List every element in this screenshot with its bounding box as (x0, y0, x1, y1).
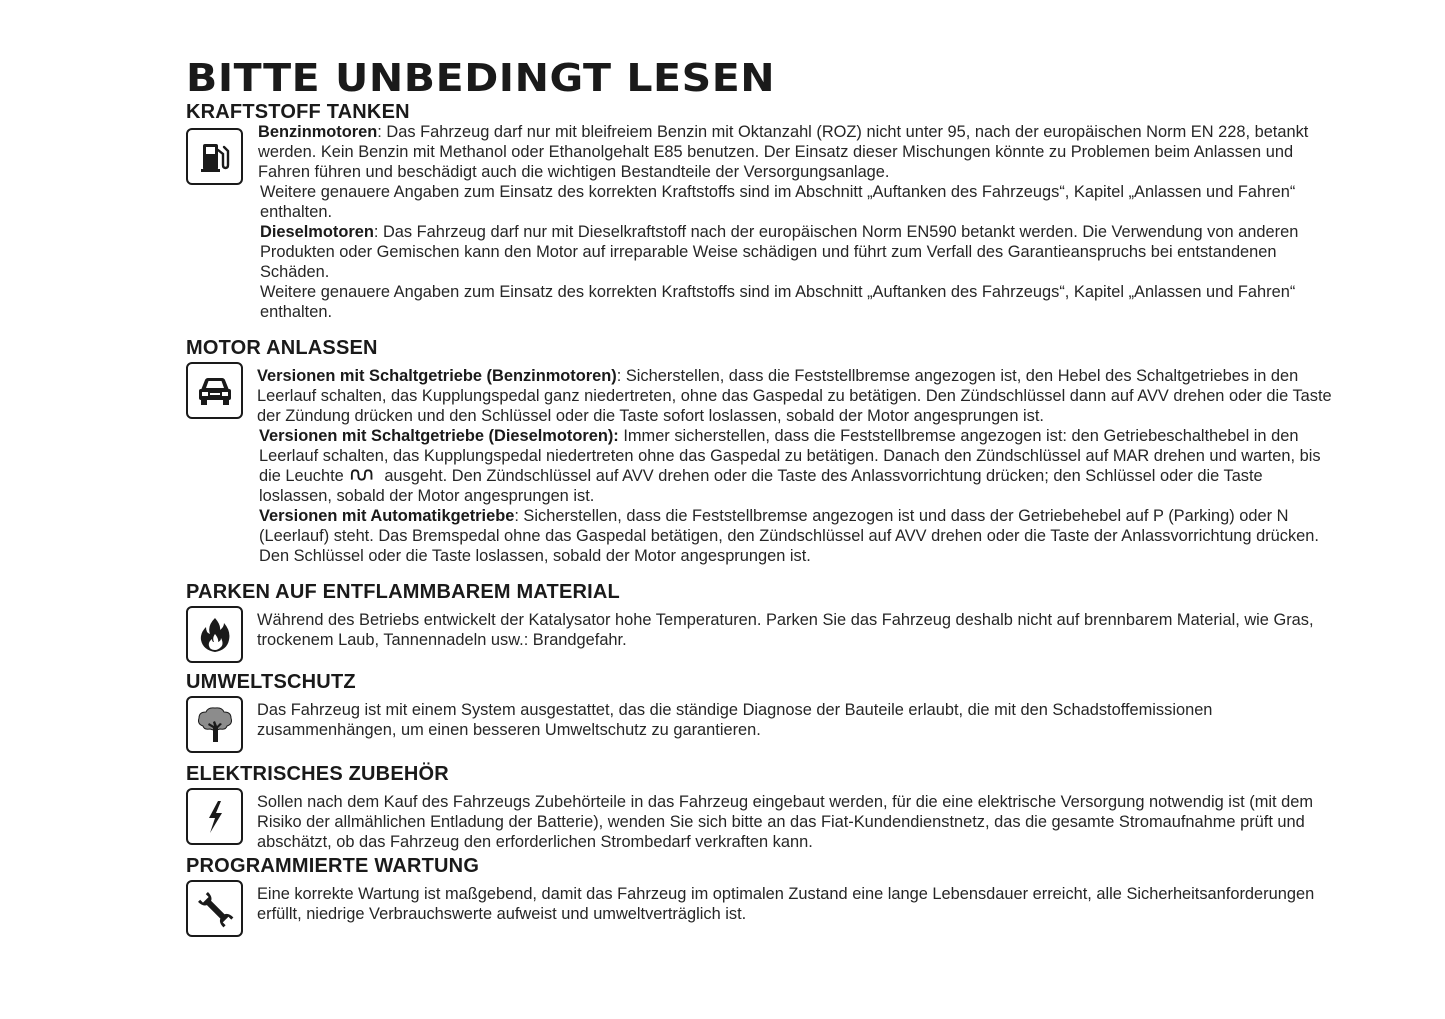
paragraph: Versionen mit Schaltgetriebe (Dieselmotoren): Immer sicherstellen, dass die Feststellbremse angezogen ist: den Getriebeschalthebel in den Leerlauf schalten, das Kupplungspedal niedertreten ohne das Gaspedal zu betätigen. Danach den Zündschlüssel auf MAR drehen und warten, bis die Leuchte ausgeht. Den Zündschlüssel auf AVV drehen oder die Taste des Anlassvorrichtung drücken; den Schlüssel oder die Taste loslassen, sobald der Motor angesprungen ist. (259, 427, 1321, 505)
paragraph: Weitere genauere Angaben zum Einsatz des korrekten Kraftstoffs sind im Abschnitt „Auftanken des Fahrzeugs“, Kapitel „Anlassen und Fahren“ enthalten. (260, 283, 1296, 321)
tree-icon (186, 696, 243, 753)
fuel-pump-icon (186, 128, 243, 185)
paragraph: Dieselmotoren: Das Fahrzeug darf nur mit Dieselkraftstoff nach der europäischen Norm EN590 betankt werden. Die Verwendung von anderen Produkten oder Gemischen kann den Motor auf irreparable Weise schädigen und führt zum Verfall des Garantieanspruchs bei entstandenen Schäden. (260, 223, 1299, 281)
paragraph: Weitere genauere Angaben zum Einsatz des korrekten Kraftstoffs sind im Abschnitt „Auftanken des Fahrzeugs“, Kapitel „Anlassen und Fahren“ enthalten. (260, 183, 1296, 221)
paragraph: Sollen nach dem Kauf des Fahrzeugs Zubehörteile in das Fahrzeug eingebaut werden, für die eine elektrische Versorgung notwendig ist (mit dem Risiko der allmählichen Entladung der Batterie), wenden Sie sich bitte an das Fiat-Kundendienstnetz, das die gesamte Stromaufnahme prüft und abschätzt, ob das Fahrzeug den erforderlichen Strombedarf verkraften kann. (257, 793, 1313, 851)
lightning-icon (186, 788, 243, 845)
paragraph: Eine korrekte Wartung ist maßgebend, damit das Fahrzeug im optimalen Zustand eine lange Lebensdauer erreicht, alle Sicherheitsanforderungen erfüllt, niedrige Verbrauchswerte aufweist und umweltverträglich ist. (257, 885, 1315, 923)
car-front-icon (186, 362, 243, 419)
heading-parken: PARKEN AUF ENTFLAMMBAREM MATERIAL (186, 581, 620, 603)
heading-kraftstoff-tanken: KRAFTSTOFF TANKEN (186, 101, 410, 123)
heading-umweltschutz: UMWELTSCHUTZ (186, 671, 356, 693)
paragraph: Versionen mit Automatikgetriebe: Sicherstellen, dass die Feststellbremse angezogen ist und dass der Getriebehebel auf P (Parking) oder N (Leerlauf) steht. Das Bremspedal ohne das Gaspedal betätigen, den Zündschlüssel auf AVV drehen oder die Taste der Anlassvorrichtung drücken. Den Schlüssel oder die Taste loslassen, sobald der Motor angesprungen ist. (259, 507, 1319, 565)
wrench-icon (186, 880, 243, 937)
heading-elektrisches-zubehoer: ELEKTRISCHES ZUBEHÖR (186, 763, 449, 785)
page-title: BITTE UNBEDINGT LESEN (186, 56, 776, 100)
paragraph: Während des Betriebs entwickelt der Katalysator hohe Temperaturen. Parken Sie das Fahrzeug deshalb nicht auf brennbarem Material, wie Gras, trockenem Laub, Tannennadeln usw.: Brandgefahr. (257, 611, 1314, 649)
glow-plug-icon (350, 468, 378, 482)
heading-programmierte-wartung: PROGRAMMIERTE WARTUNG (186, 855, 480, 877)
flame-icon (186, 606, 243, 663)
paragraph: Das Fahrzeug ist mit einem System ausgestattet, das die ständige Diagnose der Bauteile erlaubt, die mit den Schadstoffemissionen zusammenhängen, um einen besseren Umweltschutz zu garantieren. (257, 701, 1213, 739)
paragraph: Versionen mit Schaltgetriebe (Benzinmotoren): Sicherstellen, dass die Feststellbremse angezogen ist, den Hebel des Schaltgetriebes in den Leerlauf schalten, das Kupplungspedal ganz niedertreten, ohne das Gaspedal zu betätigen. Den Zündschlüssel dann auf AVV drehen oder die Taste der Zündung drücken und den Schlüssel oder die Taste sofort loslassen, sobald der Motor angesprungen ist. (257, 367, 1332, 425)
heading-motor-anlassen: MOTOR ANLASSEN (186, 337, 378, 359)
paragraph: Benzinmotoren: Das Fahrzeug darf nur mit bleifreiem Benzin mit Oktanzahl (ROZ) nicht unter 95, nach der europäischen Norm EN 228, betankt werden. Kein Benzin mit Methanol oder Ethanolgehalt E85 benutzen. Der Einsatz dieser Mischungen könnte zu Problemen beim Anlassen und Fahren führen und beschädigt auch die wichtigen Bestandteile der Versorgungsanlage. (258, 123, 1309, 181)
